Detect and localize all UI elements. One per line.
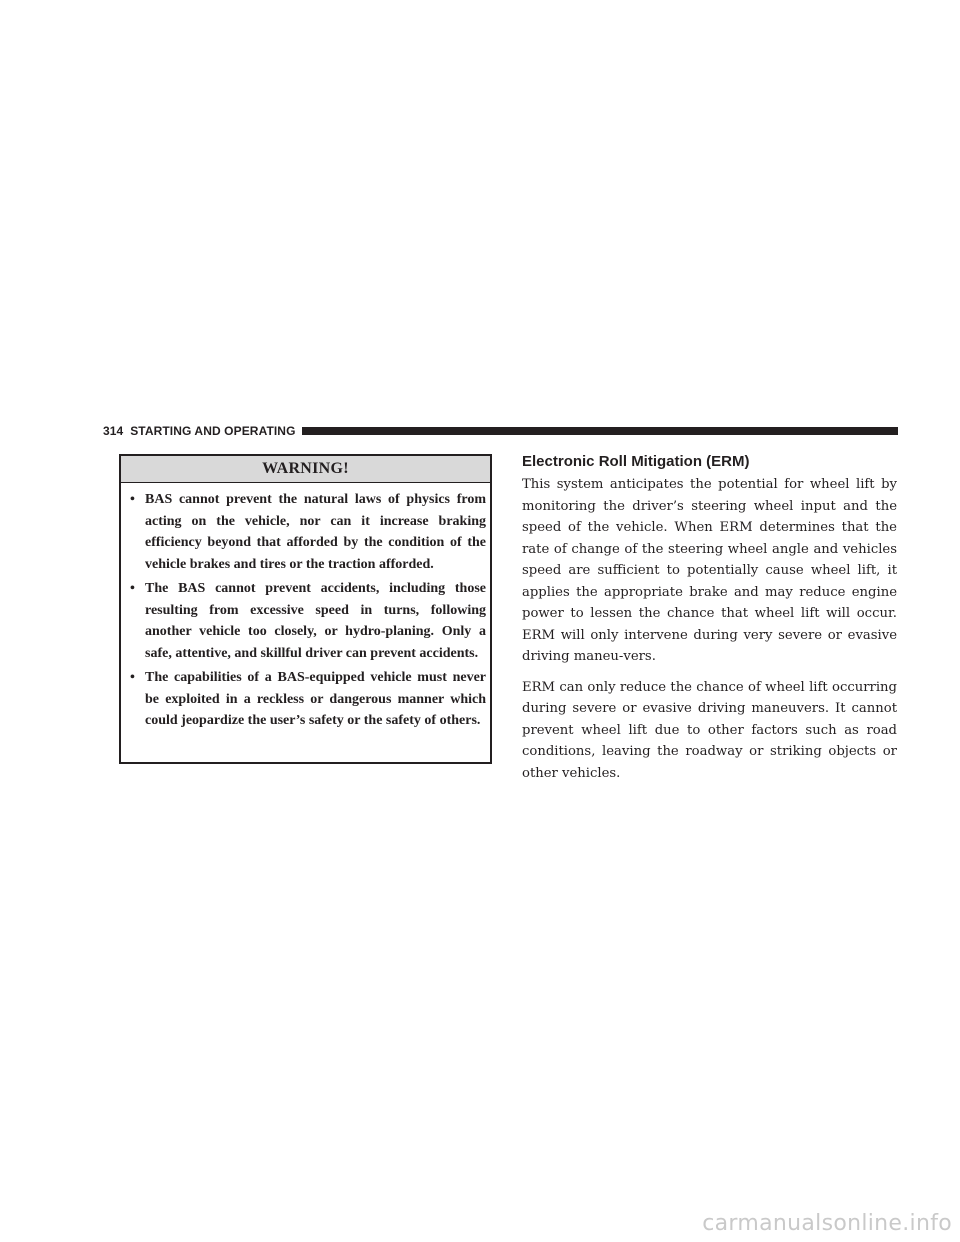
warning-box <box>119 454 492 764</box>
page-header <box>103 424 898 438</box>
warning-item-text: The BAS cannot prevent accidents, including those resulting from excessive speed in turns, following another vehicle too closely, or hydro-planing. Only a safe, attentive, and skillful driver can prevent accidents. <box>145 581 486 661</box>
page-number: 314 <box>103 424 124 438</box>
erm-paragraph: ERM can only reduce the chance of wheel lift occurring during severe or evasive driving maneuvers. It cannot prevent wheel lift due to other factors such as road conditions, leaving the roadway or striking objects or other vehicles. <box>522 679 897 781</box>
warning-item <box>121 667 490 732</box>
bullet-icon: • <box>130 581 135 596</box>
erm-section <box>522 452 897 793</box>
warning-title: WARNING! <box>121 456 490 483</box>
bullet-icon: • <box>130 492 135 507</box>
erm-paragraph: This system anticipates the potential for wheel lift by monitoring the driver’s steering wheel input and the speed of the vehicle. When ERM determines that the rate of change of the steering wheel angle and vehicles speed are sufficient to potentially cause wheel lift, it applies the appropriate brake and may reduce engine power to lessen the chance that wheel lift will occur. ERM will only intervene during very severe or evasive driving maneu-vers. <box>522 477 897 664</box>
watermark: carmanualsonline.info <box>702 1211 952 1236</box>
erm-heading: Electronic Roll Mitigation (ERM) <box>522 453 750 470</box>
warning-item-text: BAS cannot prevent the natural laws of physics from acting on the vehicle, nor can it increase braking efficiency beyond that afforded by the condition of the vehicle brakes and tires or the traction afforded. <box>145 492 486 572</box>
header-rule <box>302 427 898 435</box>
page-header-label <box>103 424 296 438</box>
bullet-icon: • <box>130 670 135 685</box>
warning-item <box>121 489 490 575</box>
warning-item-text: The capabilities of a BAS-equipped vehicle must never be exploited in a reckless or dangerous manner which could jeopardize the user’s safety or the safety of others. <box>145 670 486 728</box>
warning-list <box>121 483 490 732</box>
warning-item <box>121 578 490 664</box>
section-title: STARTING AND OPERATING <box>130 424 296 438</box>
